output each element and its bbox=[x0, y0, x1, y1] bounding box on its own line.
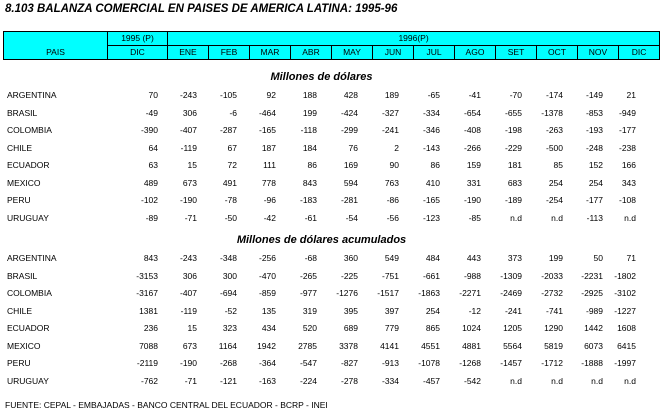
table-cell: -977 bbox=[299, 288, 317, 298]
table-cell: -54 bbox=[345, 212, 358, 223]
table-cell: 188 bbox=[302, 90, 317, 100]
table-cell: -334 bbox=[381, 375, 399, 386]
table-cell: -224 bbox=[299, 375, 317, 386]
table-cell: -263 bbox=[545, 125, 563, 135]
table-cell: 254 bbox=[588, 177, 603, 188]
table-row bbox=[0, 373, 643, 391]
table-cell: -2469 bbox=[500, 288, 522, 298]
table-cell: -654 bbox=[463, 107, 481, 118]
table-row bbox=[0, 105, 643, 123]
table-cell: -243 bbox=[179, 90, 197, 100]
table-cell: 1442 bbox=[584, 323, 603, 333]
table-cell: -113 bbox=[586, 212, 603, 223]
table-cell: -1997 bbox=[614, 358, 636, 368]
section-rows-1 bbox=[0, 87, 643, 227]
table-row bbox=[0, 175, 643, 193]
table-row bbox=[0, 338, 643, 356]
table-cell: 254 bbox=[425, 305, 440, 316]
table-cell: 489 bbox=[143, 177, 158, 188]
country-name: COLOMBIA bbox=[7, 125, 52, 135]
table-cell: -407 bbox=[179, 125, 197, 135]
table-cell: -661 bbox=[422, 270, 440, 281]
table-cell: -913 bbox=[381, 358, 399, 368]
table-cell: -542 bbox=[463, 375, 481, 386]
table-cell: -3102 bbox=[614, 288, 636, 298]
table-cell: -1712 bbox=[541, 358, 563, 368]
table-cell: 1381 bbox=[139, 305, 158, 316]
table-cell: 181 bbox=[507, 160, 522, 170]
table-cell: -1863 bbox=[418, 288, 440, 298]
table-cell: -42 bbox=[263, 212, 276, 223]
header-pais: PAIS bbox=[4, 32, 108, 60]
table-row bbox=[0, 157, 643, 175]
table-cell: -364 bbox=[258, 358, 276, 368]
table-row bbox=[0, 250, 643, 268]
table-cell: -287 bbox=[219, 125, 237, 135]
table-cell: -2925 bbox=[581, 288, 603, 298]
table-cell: 594 bbox=[343, 177, 358, 188]
table-cell: 6415 bbox=[617, 340, 636, 351]
table-cell: -547 bbox=[299, 358, 317, 368]
table-header bbox=[3, 31, 660, 60]
table-cell: 184 bbox=[302, 142, 317, 153]
table-cell: 4141 bbox=[380, 340, 399, 351]
table-cell: 7088 bbox=[139, 340, 158, 351]
section-title-2: Millones de dólares acumulados bbox=[236, 234, 407, 246]
table-cell: 21 bbox=[626, 90, 636, 100]
table-cell: 50 bbox=[593, 253, 603, 263]
table-cell: 90 bbox=[389, 160, 399, 170]
table-cell: -49 bbox=[145, 107, 158, 118]
country-name: ARGENTINA bbox=[7, 253, 57, 263]
table-cell: -266 bbox=[463, 142, 481, 153]
table-cell: 71 bbox=[626, 253, 636, 263]
table-row bbox=[0, 320, 643, 338]
table-cell: 843 bbox=[143, 253, 158, 263]
table-cell: -163 bbox=[258, 375, 276, 386]
table-cell: -102 bbox=[140, 195, 158, 205]
table-cell: -198 bbox=[504, 125, 522, 135]
table-cell: 166 bbox=[621, 160, 636, 170]
table-cell: 1942 bbox=[257, 340, 276, 351]
table-cell: n.d bbox=[551, 375, 563, 386]
table-cell: -190 bbox=[179, 358, 197, 368]
table-cell: -108 bbox=[618, 195, 636, 205]
table-cell: -2033 bbox=[541, 270, 563, 281]
country-name: CHILE bbox=[7, 142, 33, 153]
table-cell: 92 bbox=[266, 90, 276, 100]
table-cell: 673 bbox=[182, 340, 197, 351]
table-row bbox=[0, 355, 643, 373]
header-month: ABR bbox=[291, 46, 332, 60]
table-cell: n.d bbox=[510, 212, 522, 223]
table-cell: -71 bbox=[184, 212, 197, 223]
table-cell: -1276 bbox=[336, 288, 358, 298]
header-month: NOV bbox=[578, 46, 619, 60]
table-cell: 3378 bbox=[339, 340, 358, 351]
table-cell: -89 bbox=[145, 212, 158, 223]
header-month: JUN bbox=[373, 46, 414, 60]
header-month: AGO bbox=[455, 46, 496, 60]
table-row bbox=[0, 285, 643, 303]
table-cell: -174 bbox=[545, 90, 563, 100]
table-cell: -348 bbox=[219, 253, 237, 263]
table-cell: -105 bbox=[219, 90, 237, 100]
table-cell: n.d bbox=[510, 375, 522, 386]
table-cell: 843 bbox=[302, 177, 317, 188]
table-cell: 86 bbox=[307, 160, 317, 170]
table-cell: 343 bbox=[621, 177, 636, 188]
header-month: DIC bbox=[619, 46, 660, 60]
header-year-1995: 1995 (P) bbox=[108, 32, 168, 46]
table-cell: 15 bbox=[187, 323, 197, 333]
table-cell: 397 bbox=[384, 305, 399, 316]
country-name: MEXICO bbox=[7, 340, 41, 351]
table-cell: 254 bbox=[548, 177, 563, 188]
table-cell: -470 bbox=[258, 270, 276, 281]
table-cell: -464 bbox=[258, 107, 276, 118]
country-name: BRASIL bbox=[7, 270, 38, 281]
table-cell: -56 bbox=[386, 212, 399, 223]
table-cell: 135 bbox=[261, 305, 276, 316]
country-name: CHILE bbox=[7, 305, 33, 316]
header-month: SET bbox=[496, 46, 537, 60]
table-cell: 72 bbox=[227, 160, 237, 170]
table-cell: 67 bbox=[227, 142, 237, 153]
table-cell: 683 bbox=[507, 177, 522, 188]
header-month: MAR bbox=[250, 46, 291, 60]
table-cell: -988 bbox=[463, 270, 481, 281]
table-cell: -407 bbox=[179, 288, 197, 298]
table-cell: -1802 bbox=[614, 270, 636, 281]
table-cell: 152 bbox=[588, 160, 603, 170]
table-cell: -70 bbox=[509, 90, 522, 100]
table-cell: 865 bbox=[425, 323, 440, 333]
table-cell: -165 bbox=[422, 195, 440, 205]
table-row bbox=[0, 192, 643, 210]
table-cell: -177 bbox=[585, 195, 603, 205]
header-month: JUL bbox=[414, 46, 455, 60]
table-cell: n.d bbox=[624, 375, 636, 386]
table-cell: 763 bbox=[384, 177, 399, 188]
country-name: PERU bbox=[7, 195, 31, 205]
table-cell: -190 bbox=[463, 195, 481, 205]
table-cell: -2271 bbox=[459, 288, 481, 298]
table-cell: 443 bbox=[466, 253, 481, 263]
table-cell: -390 bbox=[140, 125, 158, 135]
table-cell: -177 bbox=[618, 125, 636, 135]
header-month: ENE bbox=[168, 46, 209, 60]
table-cell: -123 bbox=[422, 212, 440, 223]
table-row bbox=[0, 122, 643, 140]
table-cell: -500 bbox=[545, 142, 563, 153]
table-cell: 2 bbox=[394, 142, 399, 153]
table-cell: -254 bbox=[545, 195, 563, 205]
table-cell: -1888 bbox=[581, 358, 603, 368]
table-cell: -1268 bbox=[459, 358, 481, 368]
table-cell: -165 bbox=[258, 125, 276, 135]
table-cell: -408 bbox=[463, 125, 481, 135]
table-cell: -96 bbox=[263, 195, 276, 205]
table-cell: 4881 bbox=[462, 340, 481, 351]
table-cell: 300 bbox=[222, 270, 237, 281]
table-cell: 395 bbox=[343, 305, 358, 316]
table-cell: 63 bbox=[148, 160, 158, 170]
section-rows-2 bbox=[0, 250, 643, 390]
table-cell: 5819 bbox=[544, 340, 563, 351]
table-cell: 236 bbox=[143, 323, 158, 333]
table-cell: 199 bbox=[302, 107, 317, 118]
table-cell: 410 bbox=[425, 177, 440, 188]
table-cell: -183 bbox=[299, 195, 317, 205]
table-cell: -6 bbox=[229, 107, 237, 118]
table-row bbox=[0, 210, 643, 228]
table-cell: 434 bbox=[261, 323, 276, 333]
table-cell: -2231 bbox=[581, 270, 603, 281]
table-cell: -65 bbox=[427, 90, 440, 100]
table-cell: 5564 bbox=[503, 340, 522, 351]
table-cell: -827 bbox=[340, 358, 358, 368]
table-cell: -268 bbox=[219, 358, 237, 368]
table-cell: 1290 bbox=[544, 323, 563, 333]
header-year-1996: 1996(P) bbox=[168, 32, 660, 46]
table-cell: -859 bbox=[258, 288, 276, 298]
table-cell: -189 bbox=[504, 195, 522, 205]
table-cell: -12 bbox=[468, 305, 481, 316]
table-cell: -334 bbox=[422, 107, 440, 118]
table-cell: -1309 bbox=[500, 270, 522, 281]
table-cell: 360 bbox=[343, 253, 358, 263]
table-cell: 199 bbox=[548, 253, 563, 263]
table-cell: -853 bbox=[585, 107, 603, 118]
table-cell: -3153 bbox=[136, 270, 158, 281]
table-cell: -694 bbox=[219, 288, 237, 298]
table-cell: 520 bbox=[302, 323, 317, 333]
table-row bbox=[0, 87, 643, 105]
table-cell: -989 bbox=[585, 305, 603, 316]
table-cell: -1078 bbox=[418, 358, 440, 368]
table-cell: -193 bbox=[585, 125, 603, 135]
country-name: COLOMBIA bbox=[7, 288, 52, 298]
table-cell: 1205 bbox=[503, 323, 522, 333]
header-month: DIC bbox=[108, 46, 168, 60]
table-row bbox=[0, 268, 643, 286]
table-cell: -50 bbox=[224, 212, 237, 223]
section-title-1: Millones de dólares bbox=[270, 71, 373, 83]
table-cell: n.d bbox=[624, 212, 636, 223]
table-cell: 70 bbox=[148, 90, 158, 100]
table-cell: -346 bbox=[422, 125, 440, 135]
country-name: ECUADOR bbox=[7, 160, 50, 170]
country-name: BRASIL bbox=[7, 107, 38, 118]
table-cell: -655 bbox=[504, 107, 522, 118]
table-cell: 484 bbox=[425, 253, 440, 263]
header-month: OCT bbox=[537, 46, 578, 60]
table-cell: 323 bbox=[222, 323, 237, 333]
source-note: FUENTE: CEPAL - EMBAJADAS - BANCO CENTRAL DEL ECUADOR - BCRP - INEI bbox=[5, 400, 328, 410]
table-cell: -2119 bbox=[136, 358, 158, 368]
table-cell: 64 bbox=[148, 142, 158, 153]
table-cell: -121 bbox=[219, 375, 237, 386]
table-cell: -949 bbox=[618, 107, 636, 118]
table-cell: -741 bbox=[545, 305, 563, 316]
table-cell: -149 bbox=[585, 90, 603, 100]
table-cell: 169 bbox=[343, 160, 358, 170]
country-name: PERU bbox=[7, 358, 31, 368]
table-cell: -71 bbox=[184, 375, 197, 386]
country-name: MEXICO bbox=[7, 177, 41, 188]
table-cell: n.d bbox=[591, 375, 603, 386]
country-name: URUGUAY bbox=[7, 375, 49, 386]
table-cell: -61 bbox=[304, 212, 317, 223]
table-cell: -248 bbox=[585, 142, 603, 153]
table-cell: 159 bbox=[466, 160, 481, 170]
table-cell: -238 bbox=[618, 142, 636, 153]
table-cell: 331 bbox=[466, 177, 481, 188]
header-month: MAY bbox=[332, 46, 373, 60]
table-cell: -1457 bbox=[500, 358, 522, 368]
table-cell: -119 bbox=[180, 142, 197, 153]
table-cell: -327 bbox=[381, 107, 399, 118]
table-cell: 2785 bbox=[298, 340, 317, 351]
table-cell: -424 bbox=[340, 107, 358, 118]
table-cell: 373 bbox=[507, 253, 522, 263]
table-cell: -762 bbox=[140, 375, 158, 386]
table-cell: -265 bbox=[299, 270, 317, 281]
table-cell: -243 bbox=[179, 253, 197, 263]
table-cell: 4551 bbox=[421, 340, 440, 351]
table-cell: 779 bbox=[384, 323, 399, 333]
table-cell: -1378 bbox=[541, 107, 563, 118]
table-cell: -41 bbox=[468, 90, 481, 100]
page-title: 8.103 BALANZA COMERCIAL EN PAISES DE AMERICA LATINA: 1995-96 bbox=[5, 3, 398, 15]
table-cell: 428 bbox=[343, 90, 358, 100]
table-cell: -68 bbox=[304, 253, 317, 263]
table-cell: -256 bbox=[258, 253, 276, 263]
table-cell: 85 bbox=[553, 160, 563, 170]
table-cell: 1024 bbox=[462, 323, 481, 333]
table-cell: 86 bbox=[430, 160, 440, 170]
table-cell: 778 bbox=[261, 177, 276, 188]
table-cell: -86 bbox=[386, 195, 399, 205]
table-cell: 319 bbox=[302, 305, 317, 316]
table-cell: -241 bbox=[504, 305, 522, 316]
table-row bbox=[0, 303, 643, 321]
table-cell: -751 bbox=[381, 270, 399, 281]
table-cell: 1164 bbox=[218, 340, 237, 351]
table-cell: 15 bbox=[187, 160, 197, 170]
table-cell: -52 bbox=[224, 305, 237, 316]
table-cell: -1517 bbox=[377, 288, 399, 298]
table-cell: 549 bbox=[384, 253, 399, 263]
table-row bbox=[0, 140, 643, 158]
table-cell: 673 bbox=[182, 177, 197, 188]
table-cell: -118 bbox=[300, 125, 317, 135]
table-cell: -2732 bbox=[541, 288, 563, 298]
table-cell: -278 bbox=[340, 375, 358, 386]
table-cell: n.d bbox=[551, 212, 563, 223]
country-name: ECUADOR bbox=[7, 323, 50, 333]
table-cell: 76 bbox=[348, 142, 358, 153]
table-cell: -143 bbox=[422, 142, 440, 153]
table-cell: -1227 bbox=[614, 305, 636, 316]
table-cell: 306 bbox=[182, 107, 197, 118]
table-cell: 189 bbox=[384, 90, 399, 100]
table-cell: -78 bbox=[224, 195, 237, 205]
table-cell: 111 bbox=[263, 160, 276, 170]
table-cell: -229 bbox=[504, 142, 522, 153]
table-cell: -225 bbox=[340, 270, 358, 281]
header-month: FEB bbox=[209, 46, 250, 60]
table-cell: 1608 bbox=[617, 323, 636, 333]
country-name: ARGENTINA bbox=[7, 90, 57, 100]
table-cell: -457 bbox=[422, 375, 440, 386]
table-cell: -85 bbox=[468, 212, 481, 223]
table-cell: -299 bbox=[340, 125, 358, 135]
table-cell: 689 bbox=[343, 323, 358, 333]
table-cell: -119 bbox=[180, 305, 197, 316]
table-cell: 187 bbox=[261, 142, 276, 153]
country-name: URUGUAY bbox=[7, 212, 49, 223]
table-cell: -190 bbox=[179, 195, 197, 205]
table-cell: 306 bbox=[182, 270, 197, 281]
table-cell: -241 bbox=[381, 125, 399, 135]
table-cell: 6073 bbox=[584, 340, 603, 351]
table-cell: 491 bbox=[222, 177, 237, 188]
table-cell: -281 bbox=[340, 195, 358, 205]
table-cell: -3167 bbox=[136, 288, 158, 298]
